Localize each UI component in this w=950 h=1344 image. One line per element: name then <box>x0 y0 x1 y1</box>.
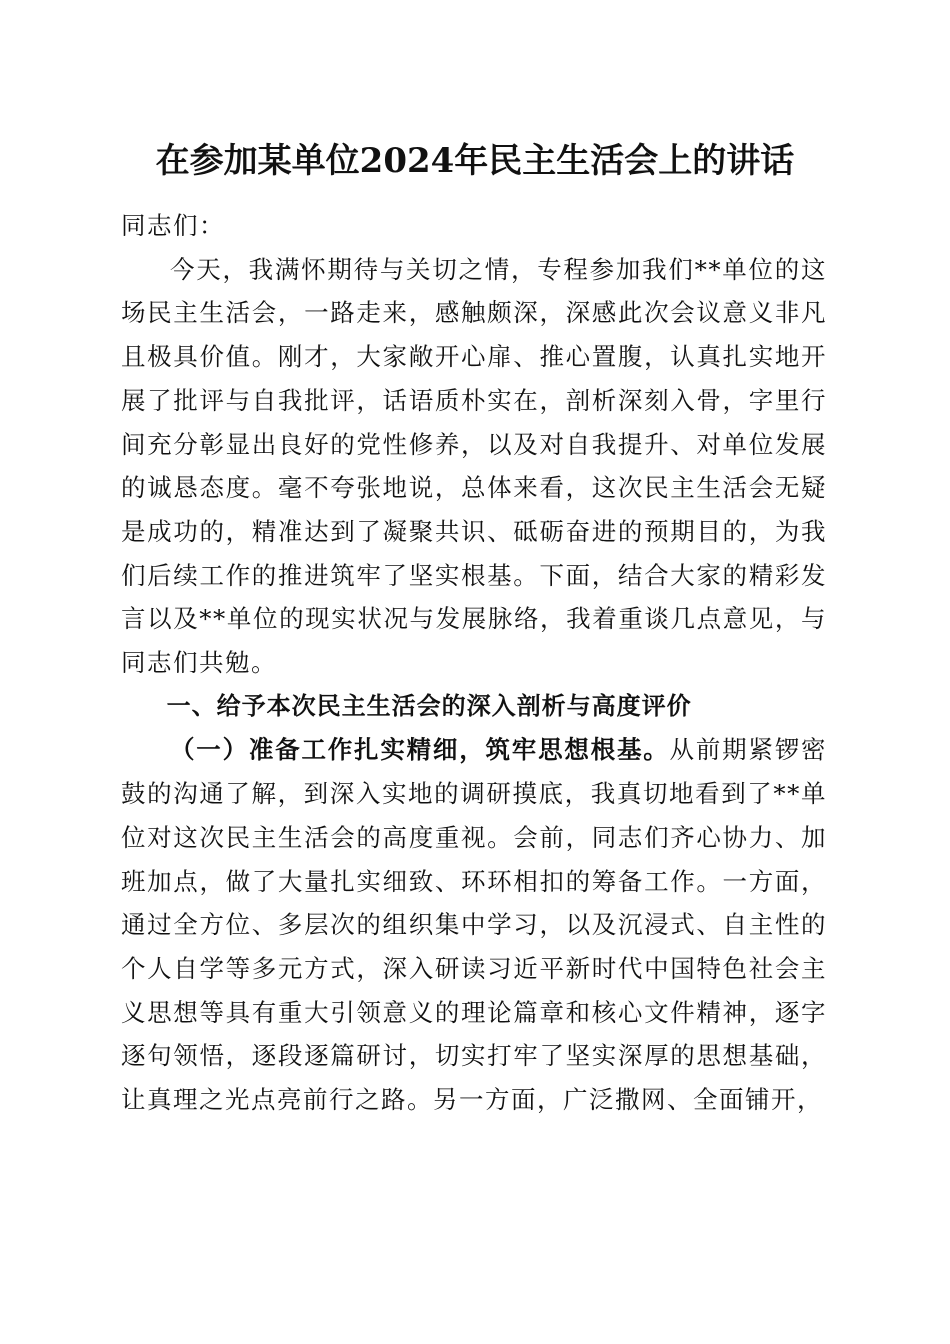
paragraph-preparation-text: 从前期紧锣密鼓的沟通了解，到深入实地的调研摸底，我真切地看到了**单位对这次民主生活会的高度重视。会前，同志们齐心协力、加班加点，做了大量扎实细致、环环相扣的筹备工作。一方面，通过全方位、多层次的组织集中学习，以及沉浸式、自主性的个人自学等多元方式，深入研读习近平新时代中国特色社会主义思想等具有重大引领意义的理论篇章和核心文件精神，逐字逐句领悟，逐段逐篇研讨，切实打牢了坚实深厚的思想基础，让真理之光点亮前行之路。另一方面，广泛撒网、全面铺开， <box>121 735 828 1115</box>
document-title: 在参加某单位2024年民主生活会上的讲话 <box>155 141 795 181</box>
paragraph-intro: 今天，我满怀期待与关切之情，专程参加我们**单位的这场民主生活会，一路走来，感触颇深，深感此次会议意义非凡且极具价值。刚才，大家敞开心扉、推心置腹，认真扎实地开展了批评与自我批评，话语质朴实在，剖析深刻入骨，字里行间充分彰显出良好的党性修养，以及对自我提升、对单位发展的诚恳态度。毫不夸张地说，总体来看，这次民主生活会无疑是成功的，精准达到了凝聚共识、砥砺奋进的预期目的，为我们后续工作的推进筑牢了坚实根基。下面，结合大家的精彩发言以及**单位的现实状况与发展脉络，我着重谈几点意见，与同志们共勉。 <box>121 254 827 678</box>
paragraph-preparation <box>121 728 827 1121</box>
section-heading-1: 一、给予本次民主生活会的深入剖析与高度评价 <box>166 691 692 720</box>
salutation: 同志们： <box>121 211 225 240</box>
subheading-lead: （一）准备工作扎实精细，筑牢思想根基。 <box>170 735 670 765</box>
document-body <box>121 204 827 1122</box>
